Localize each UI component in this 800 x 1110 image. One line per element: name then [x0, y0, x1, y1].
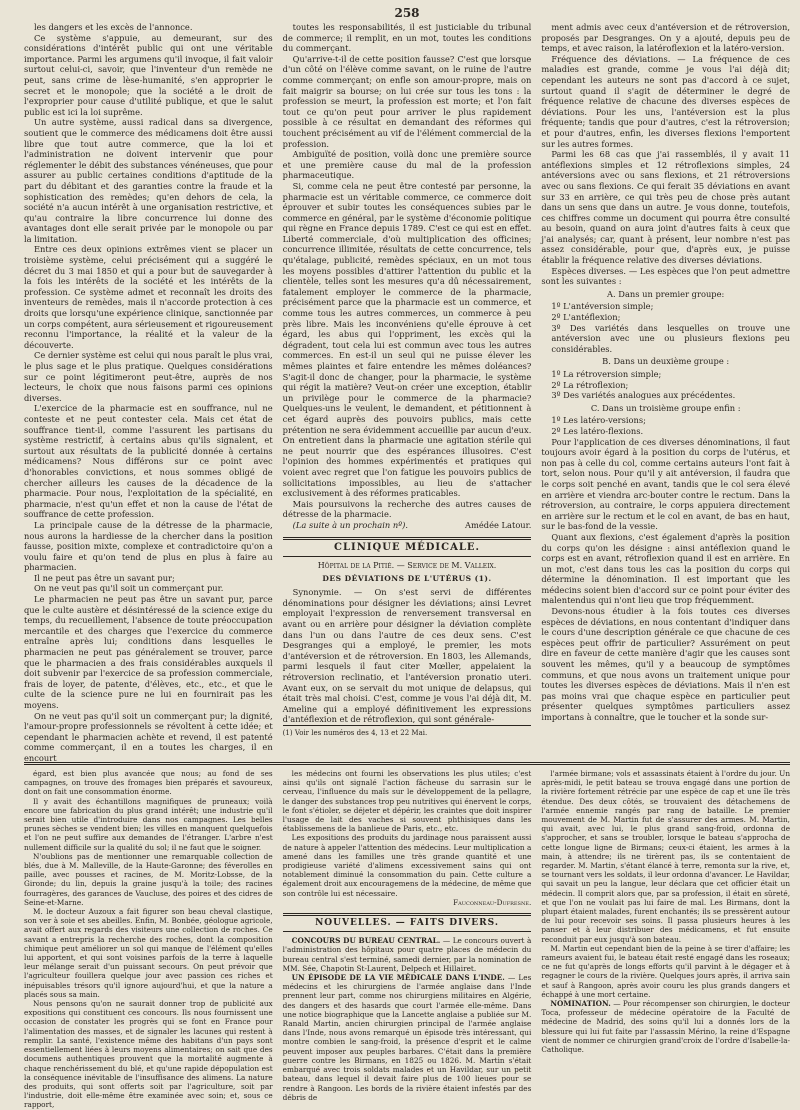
paragraph: Entre ces deux opinions extrêmes vient se placer un troisième système, celui précisément qui a suggéré le décret du 3 mai 1850 et qui a pour but de sauvegarder à la fois les intérêts de la société et les intérêts de la profession. Ce système admet et reconnaît les droits des inventeurs de remèdes, mais il n'accorde protection à ces droits que lorsqu'une expérience clinique, sanctionnée par un corps compétent, aura sérieusement et rigoureusement reconnu l'importance, la réalité et la valeur de la découverte.: [24, 244, 273, 350]
news-items: [283, 936, 532, 1102]
news-text: — Pour récompenser son chirurgien, le docteur Toca, professeur de médecine opératoire de la Faculté de médecine de Madrid, des soins qu'il lui a donnés lors de la blessure qui lui fut faite par l'assassin Mérino, la reine d'Espagne vient de nommer ce chirurgien grand'croix de l'ordre d'Isabelle-la-Catholique.: [541, 999, 791, 1055]
list-item: 2º Les latéro-flexions.: [551, 425, 644, 436]
paragraph: Fréquence des déviations. — La fréquence de ces maladies est grande, comme je vous l'ai déjà dit; cependant les auteurs ne sont pas d'accord à ce sujet, surtout quand il s'agit de déterminer le degré de fréquence relative de chacune des diverses espèces de déviations. Pour les uns, l'antéversion est la plus fréquente; tandis que pour d'autres, c'est la rétroversion; et pour d'autres, enfin, les diverses flexions l'emportent sur les autres formes.: [541, 53, 791, 149]
paragraph: Les expositions des produits du jardinage nous paraissent aussi de nature à appeler l'attention des médecins. Leur multiplication a amené dans les familles une très grande quantité et une prodigieuse variété d'alimens excessivement sains qui ont notablement diminué la consommation du pain. Cette culture a également droit aux encouragemens de la médecine, de même que son contrôle lui est nécessaire.: [282, 833, 532, 898]
bottom-column-1: [24, 769, 273, 1110]
paragraph: Nous pensons qu'on ne saurait donner trop de publicité aux expositions qui constituent ces concours. Ils nous fournissent une occasion de constater les progrès qui se font en France pour l'alimentation des masses, et de signaler les lacunes qui restent à remplir. La santé, l'existence même des habitans d'un pays sont essentiellement liées à leurs moyens alimentaires; on sait que des documens authentiques prouvent que la mortalité augmente à chaque renchérissement du blé, et qu'une rapide dépopulation est la conséquence inévitable de l'insuffisance des alimens. La nature des produits, qui sont offerts soit par l'agriculture, soit par l'industrie, doit elle-même être examinée avec soin; et, sous ce rapport,: [24, 999, 273, 1110]
clinique-body: [283, 587, 532, 725]
paragraph: Ce dernier système est celui qui nous paraît le plus vrai, le plus sage et le plus pratique. Quelques considérations sur ce point légitimeront peut-être, auprès de nos lecteurs, le choix que nous faisons parmi ces opinions diverses.: [24, 350, 273, 403]
paragraph: On ne veut pas qu'il soit un commerçant pur.: [34, 583, 224, 594]
group-heading: A. Dans un premier groupe:: [607, 288, 725, 299]
bottom-column-2: [282, 769, 532, 1102]
paragraph: Si, comme cela ne peut être contesté par personne, la pharmacie est un véritable commerce, ce commerce doit éprouver et subir toutes les conséquences subies par le commerce en général, par le système d'économie politique qui règne en France depuis 1789. C'est ce qui est en effet. Liberté commerciale, d'où multiplication des officines; concurrence illimitée, résultats de cette concurrence, tels qu'étalage, publicité, remèdes spéciaux, en un mot tous les moyens possibles d'attirer l'attention du public et la clientèle, telles sont les mesures qu'a dû nécessairement, fatalement employer le commerce de la pharmacie, précisément parce que la pharmacie est un commerce, et comme tous les autres commerces, un commerce à peu près libre. Mais les inconvéniens qu'elle éprouve à cet égard, les abus qui l'oppriment, les excès qui la dégradent, tout cela lui est commun avec tous les autres commerces. En est-il un seul qui ne puisse élever les mêmes plaintes et faire entendre les mêmes doléances? S'agit-il donc de changer, pour la pharmacie, le système qui régit la matière? Veut-on créer une exception, établir un privilège pour le commerce de la pharmacie? Quelques-uns le veulent, le demandent, et pétitionnent à cet égard auprès des pouvoirs publics, mais cette prétention ne sera évidemment accueillie par aucun d'eux. On entretient dans la pharmacie une agitation stérile qui ne peut nourrir que des espérances illusoires. C'est l'opinion des hommes expérimentés et pratiques qui voient avec regret que l'on fatigue les pouvoirs publics de sollicitations impossibles, au lieu de s'attacher exclusivement à des réformes praticables.: [282, 180, 532, 499]
news-item: [283, 936, 532, 973]
bottom-column-3: [541, 769, 790, 1099]
list-item: 1º L'antéversion simple;: [551, 301, 654, 312]
paragraph: Synonymie. — On s'est servi de différentes dénominations pour désigner les déviations; ainsi Levret employait l'expression de renversement transversal en avant ou en arrière pour désigner la déviation complète dans l'un ou dans l'autre de ces deux sens. C'est Desgranges qui a employé, le premier, les mots d'antéversion et de rétroversion. En 1803, les Allemands, parmi lesquels il faut citer Mœller, appelaient la rétroversion reclinatio, et l'antéversion pronatio uteri. Avant eux, on se servait du mot unique de delapsus, qui était très mal choisi. C'est, comme je vous l'ai déjà dit, M. Ameline qui a employé définitivement les expressions d'antéflexion et de rétroflexion, qui sont générale-: [282, 587, 532, 725]
column-2-body: [283, 22, 532, 520]
paragraph: Il y avait des échantillons magnifiques de pruneaux; voilà encore une fabrication du plus grand intérêt; une industrie qu'il serait bien utile d'introduire dans nos campagnes. Les belles prunes sèches se vendent bien; les villes en manquent quelquefois et l'on ne peut suffire aux demandes de l'étranger. L'arbre n'est nullement difficile sur la qualité du sol; il ne faut que le soigner.: [24, 796, 273, 852]
paragraph: L'exercice de la pharmacie est en souffrance, nul ne conteste et ne peut contester cela. Mais cet état de souffrance tient-il, comme l'assurent les partisans du système restrictif, à certains abus qu'ils signalent, et surtout aux résultats de la publicité donnée à certains médicamens? Nous différons sur ce point avec d'honorables convictions, et nous sommes obligé de chercher ailleurs les causes de la décadence de la pharmacie. Pour nous, l'exploitation de la spécialité, en pharmacie, n'est qu'un effet et non la cause de l'état de souffrance de cette profession.: [24, 403, 273, 520]
paragraph: les dangers et les excès de l'annonce.: [34, 22, 193, 32]
paragraph: M. Martin eut cependant bien de la peine à se tirer d'affaire; les rameurs avaient fui, le bateau était resté engagé dans les roseaux; ce ne fut qu'après de longs efforts qu'il parvint à le dégager et à regagner le cours de la rivière. Quelques jours après, il arriva sain et sauf à Rangoon, après avoir couru les plus grands dangers et échappé à une mort certaine.: [541, 943, 791, 999]
paragraph: La principale cause de la détresse de la pharmacie, nous aurons la hardiesse de la chercher dans la position fausse, position mixte, complexe et contradictoire qu'on a voulu faire et qu'on tend de plus en plus à faire au pharmacien.: [24, 519, 273, 573]
column-3: [541, 22, 790, 757]
news-item: [283, 973, 532, 1102]
paragraph: Mais poursuivons la recherche des autres causes de détresse de la pharmacie.: [282, 498, 532, 520]
paragraph: Quant aux flexions, c'est également d'après la position du corps qu'on les désigne : ainsi antéflexion quand le corps est en avant, rétroflexion quand il est en arrière. En un mot, c'est dans tous les cas la position du corps qui détermine la dénomination. Il est important que les médecins soient bien d'accord sur ce point pour éviter des malentendus qui n'ont lieu que trop fréquemment.: [541, 531, 791, 606]
news-items-2: [541, 999, 790, 1054]
author-name: Amédée Latour.: [464, 519, 532, 530]
news-rule: [283, 913, 532, 916]
paragraph: Espèces diverses. — Les espèces que l'on peut admettre sont les suivantes :: [541, 265, 791, 287]
hospital-line: Hôpital de la Pitié. — Service de M. Valleix.: [317, 561, 497, 571]
paragraph: N'oublions pas de mentionner une remarquable collection de blés, due à M. Malleville, de la Haute-Garonne; des féverolles en paille, avec pousses et racines, de M. Moritz-Lobsse, de la Gironde; du lin, depuis la graine jusqu'à la toile; des racines fourragères, des garances de Vaucluse, des poires et des cidres de Seine-et-Marne.: [24, 851, 273, 907]
article-signature: [283, 520, 532, 531]
news-text: — Les médecins et les chirurgiens de l'armée anglaise dans l'Inde prennent leur part, comme nos chirurgiens militaires en Algérie, des dangers et des hasards que court l'armée elle-même. Dans une notice biographique que la Lancette anglaise a publiée sur M. Ranald Martin, ancien chirurgien principal de l'armée anglaise dans l'Inde, nous avons remarqué un épisode très intéressant, qui montre combien le sang-froid, la présence d'esprit et le calme peuvent imposer aux peuples barbares. C'était dans la première guerre contre les Birmans, en 1825 ou 1826. M. Martin s'était embarqué avec trois soldats malades et un Havildar, sur un petit bateau, dans lequel il devait faire plus de 100 lieues pour se rendre à Rangoon. Les bords de la rivière étaient infestés par des débris de: [282, 973, 532, 1102]
bottom-column-2-body: [283, 769, 532, 898]
column-3-continued: [541, 437, 790, 723]
article-title: DES DÉVIATIONS DE L'UTÉRUS (1).: [322, 573, 492, 583]
list-item: 2º L'antéflexion;: [551, 312, 621, 323]
section-rule: [283, 537, 532, 540]
paragraph: On ne veut pas qu'il soit un commerçant pur; la dignité, l'amour-propre professionnels se révoltent à cette idée; et cependant le pharmacien achète et revend, il est patenté comme commerçant, il en a toutes les charges, il en encourt: [24, 710, 273, 763]
paragraph: Le pharmacien ne peut pas être un savant pur, parce que le culte austère et désintéressé de la science exige du temps, du recueillement, l'absence de toute préoccupation mercantile et des charges que l'exercice du commerce entraîne après lui; conditions dans lesquelles le pharmacien ne peut pas généralement se trouver, parce que le pharmacien a des frais considérables auxquels il doit subvenir par l'exercice de sa profession commerciale, frais de loyer, de patente, d'élèves, etc., etc., et que le culte de la science pure ne lui en fournirait pas les moyens.: [24, 594, 273, 710]
news-title: NOUVELLES. — FAITS DIVERS.: [315, 918, 499, 929]
paragraph: Ce système s'appuie, au demeurant, sur des considérations d'intérêt public qui ont une véritable importance. Parmi les argumens qu'il invoque, il fait valoir surtout celui-ci, savoir, que l'inventeur d'un remède ne peut, sans crime de lèse-humanité, s'en approprier le secret et le monopole; que la société a le droit de l'exproprier pour cause d'utilité publique, et que le salut public est ici la loi suprême.: [24, 32, 273, 117]
paragraph: l'armée birmane; vols et assassinats étaient à l'ordre du jour. Un après-midi, le petit bateau se trouva engagé dans une portion de la rivière fortement rétrécie par une espèce de cap et une île très étendue. Des deux côtés, se trouvaient des détachemens de l'armée ennemie rangés par rang de bataille. Le premier mouvement de M. Martin fut de s'assurer des armes. M. Martin, qui avait, avec lui, le plus grand sang-froid, ordonna de s'approcher, et sans se troubler, lorsque le bateau s'approcha de cette longue ligne de Birmans; ceux-ci étaient, les armes à la main, à attendre; ils ne tirèrent pas, ils se contentaient de regarder. M. Martin, s'étant élancé à terre, remonta sur la rive, et, se tournant vers les soldats, il leur ordonna d'avancer. Le Havildar, qui savait un peu la langue, leur déclara que cet officier était un médecin. Il comprit alors que, par sa profession, il était en sûreté, et que l'on ne voulait pas lui faire de mal. Les Birmans, dont la plupart étaient malades, furent enchantés; ils se pressèrent autour de lui pour recevoir ses soins. Il passa plusieurs heures à les panser et à leur distribuer des médicamens, et fut ensuite reconduit par eux jusqu'à son bateau.: [541, 769, 791, 944]
paragraph: égard, est bien plus avancée que nous; au fond de ses campagnes, on trouve des fromages bien préparés et savoureux, dont on fait une consommation énorme.: [24, 769, 273, 797]
list-item: 2º La rétroflexion;: [551, 379, 629, 390]
list-item: 1º Les latéro-versions;: [551, 415, 646, 426]
paragraph: Qu'arrive-t-il de cette position fausse? C'est que lorsque d'un côté on l'élève comme savant, on le ruine de l'autre comme commerçant; on enfle son amour-propre, mais on fait maigrir sa bourse; on lui crée sur tous les tons : la profession se meurt, la profession est morte; et l'on fait tout ce qu'on peut pour arriver le plus rapidement possible à ce résultat en demandant des réformes qui touchent précisément au vif de l'élément commercial de la profession.: [282, 53, 532, 149]
news-lead: CONCOURS DU BUREAU CENTRAL.: [291, 936, 441, 946]
footnote: (1) Voir les numéros des 4, 13 et 22 Mai.: [283, 725, 532, 739]
news-text: — Le concours ouvert à l'administration des hôpitaux pour quatre places de médecin du bureau central s'est terminé, samedi dernier, par la nomination de MM. Sée, Chapotin St-Laurent, Delpech et Hillairet.: [282, 936, 532, 973]
bottom-signature: Fauconneau-Dufresne.: [453, 897, 532, 907]
paragraph: Il ne peut pas être un savant pur;: [34, 572, 175, 583]
group-heading: C. Dans un troisième groupe enfin :: [590, 402, 741, 413]
paragraph: Devons-nous étudier à la fois toutes ces diverses espèces de déviations, en nous contentant d'indiquer dans le cours d'une description générale ce que chacune de ces espèces peut offrir de particulier? Assurément on peut dire en faveur de cette manière d'agir que les causes sont souvent les mêmes, qu'il y a beaucoup de symptômes communs, et que nous avons un traitement unique pour toutes les diverses espèces de déviations. Mais il n'en est pas moins vrai que chaque espèce en particulier peut présenter quelques symptômes particuliers assez importans à connaître, que le toucher et la sonde sur-: [541, 606, 791, 722]
paragraph: Pour l'application de ces diverses dénominations, il faut toujours avoir égard à la position du corps de l'utérus, et non pas à celle du col, comme certains auteurs l'ont fait à tort, selon nous. Pour qu'il y ait antéversion, il faudra que le corps soit penché en avant, tandis que le col sera élevé en arrière et viendra arc-bouter contre le rectum. Dans la rétroversion, au contraire, le corps appuiera directement en arrière sur le rectum et le col en avant, de bas en haut, sur le bas-fond de la vessie.: [541, 436, 791, 532]
paragraph: Parmi les 68 cas que j'ai rassemblés, il y avait 11 antéflexions simples et 12 rétroflexions simples, 24 antéversions avec ou sans flexions, et 21 rétroversions avec ou sans flexions. Ce qui ferait 35 déviations en avant sur 33 en arrière, ce qui très peu de chose près autant dans un sens que dans un autre. Je vous donne, toutefois, ces chiffres comme un document qui pourra être consulté au besoin, quand on aura joint d'autres faits à ceux que j'ai analysés; car, quant à présent, leur nombre n'est pas assez considérable, pour que, d'après eux, je puisse établir la fréquence relative des diverses déviations.: [541, 149, 791, 266]
bottom-columns: [24, 769, 791, 1110]
list-item: 1º La rétroversion simple;: [551, 369, 662, 379]
paragraph: M. le docteur Auzoux a fait figurer son beau cheval clastique, son ver à soie et ses abeilles. Enfin, M. Bonbée, géologue agricole, avait offert aux regards des visiteurs une collection de roches. Ce savant a entrepris la recherche des roches, dont la composition chimique peut améliorer un sol qui manque de l'élément qu'elles lui apportent, et qui sont voisines parfois de la terre à laquelle leur mélange serait d'un puissant secours. On peut prévoir que l'agriculteur fouillera quelque jour avec passion ces riches et inépuisables trésors qu'il ignore aujourd'hui, et que la nature a placés sous sa main.: [24, 907, 273, 999]
section-rule-thin: [283, 556, 532, 557]
top-columns: [24, 22, 791, 763]
paragraph: ment admis avec ceux d'antéversion et de rétroversion, proposés par Desgranges. On y a ajouté, depuis peu de temps, et avec raison, la latéroflexion et la latéro-version.: [541, 22, 791, 54]
news-rule-thin: [283, 931, 532, 932]
group-heading: B. Dans un deuxième groupe :: [602, 356, 730, 367]
column-2: [283, 22, 532, 757]
continuation-note: (La suite à un prochain nº).: [292, 519, 409, 530]
column-3-body: [541, 22, 790, 287]
news-lead: NOMINATION.: [550, 999, 611, 1009]
section-title: CLINIQUE MÉDICALE.: [334, 541, 480, 553]
species-groups: [541, 289, 790, 437]
paragraph: Ambiguïté de position, voilà donc une première source et une première cause du mal de la profession pharmaceutique.: [282, 149, 532, 181]
paragraph: toutes les responsabilités, il est justiciable du tribunal de commerce; il remplit, en un mot, toutes les conditions du commerçant.: [282, 22, 532, 54]
list-item: 3º Des variétés analogues aux précédentes.: [551, 390, 736, 401]
bottom-column-3-body: [541, 769, 790, 999]
page-number: 258: [394, 6, 420, 20]
paragraph: Un autre système, aussi radical dans sa divergence, soutient que le commerce des médicamens doit être aussi libre que tout autre commerce, que la loi et l'administration ne doivent intervenir que pour réglementer le débit des substances vénéneuses, que pour assurer au public certaines conditions d'aptitude de la part du débitant et des garanties contre la fraude et la sophistication des remèdes; qu'en dehors de cela, la société n'a aucun intérêt à une organisation restrictive, et qu'au contraire la libre concurrence lui donne des avantages dont elle serait privée par le monopole ou par la limitation.: [24, 117, 273, 244]
news-lead: UN ÉPISODE DE LA VIE MÉDICALE DANS L'INDE.: [291, 973, 505, 983]
list-item: 3º Des variétés dans lesquelles on trouve une antéversion avec une ou plusieurs flexions peu considérables.: [551, 322, 791, 354]
column-1: [24, 22, 273, 763]
news-item: [541, 999, 790, 1054]
paragraph: les médecins ont fourni les observations les plus utiles; c'est ainsi qu'ils ont signalé l'action fâcheuse du sarrasin sur le cerveau, l'influence du maïs sur le développement de la pellagre, le danger des substances trop peu nutritives qui énervent le corps, le font s'étioler, se déjeter et dépérir, les craintes que doit inspirer l'usage de lait des vaches si souvent phthisiques dans les établissemens de la banlieue de Paris, etc., etc.: [282, 769, 532, 834]
